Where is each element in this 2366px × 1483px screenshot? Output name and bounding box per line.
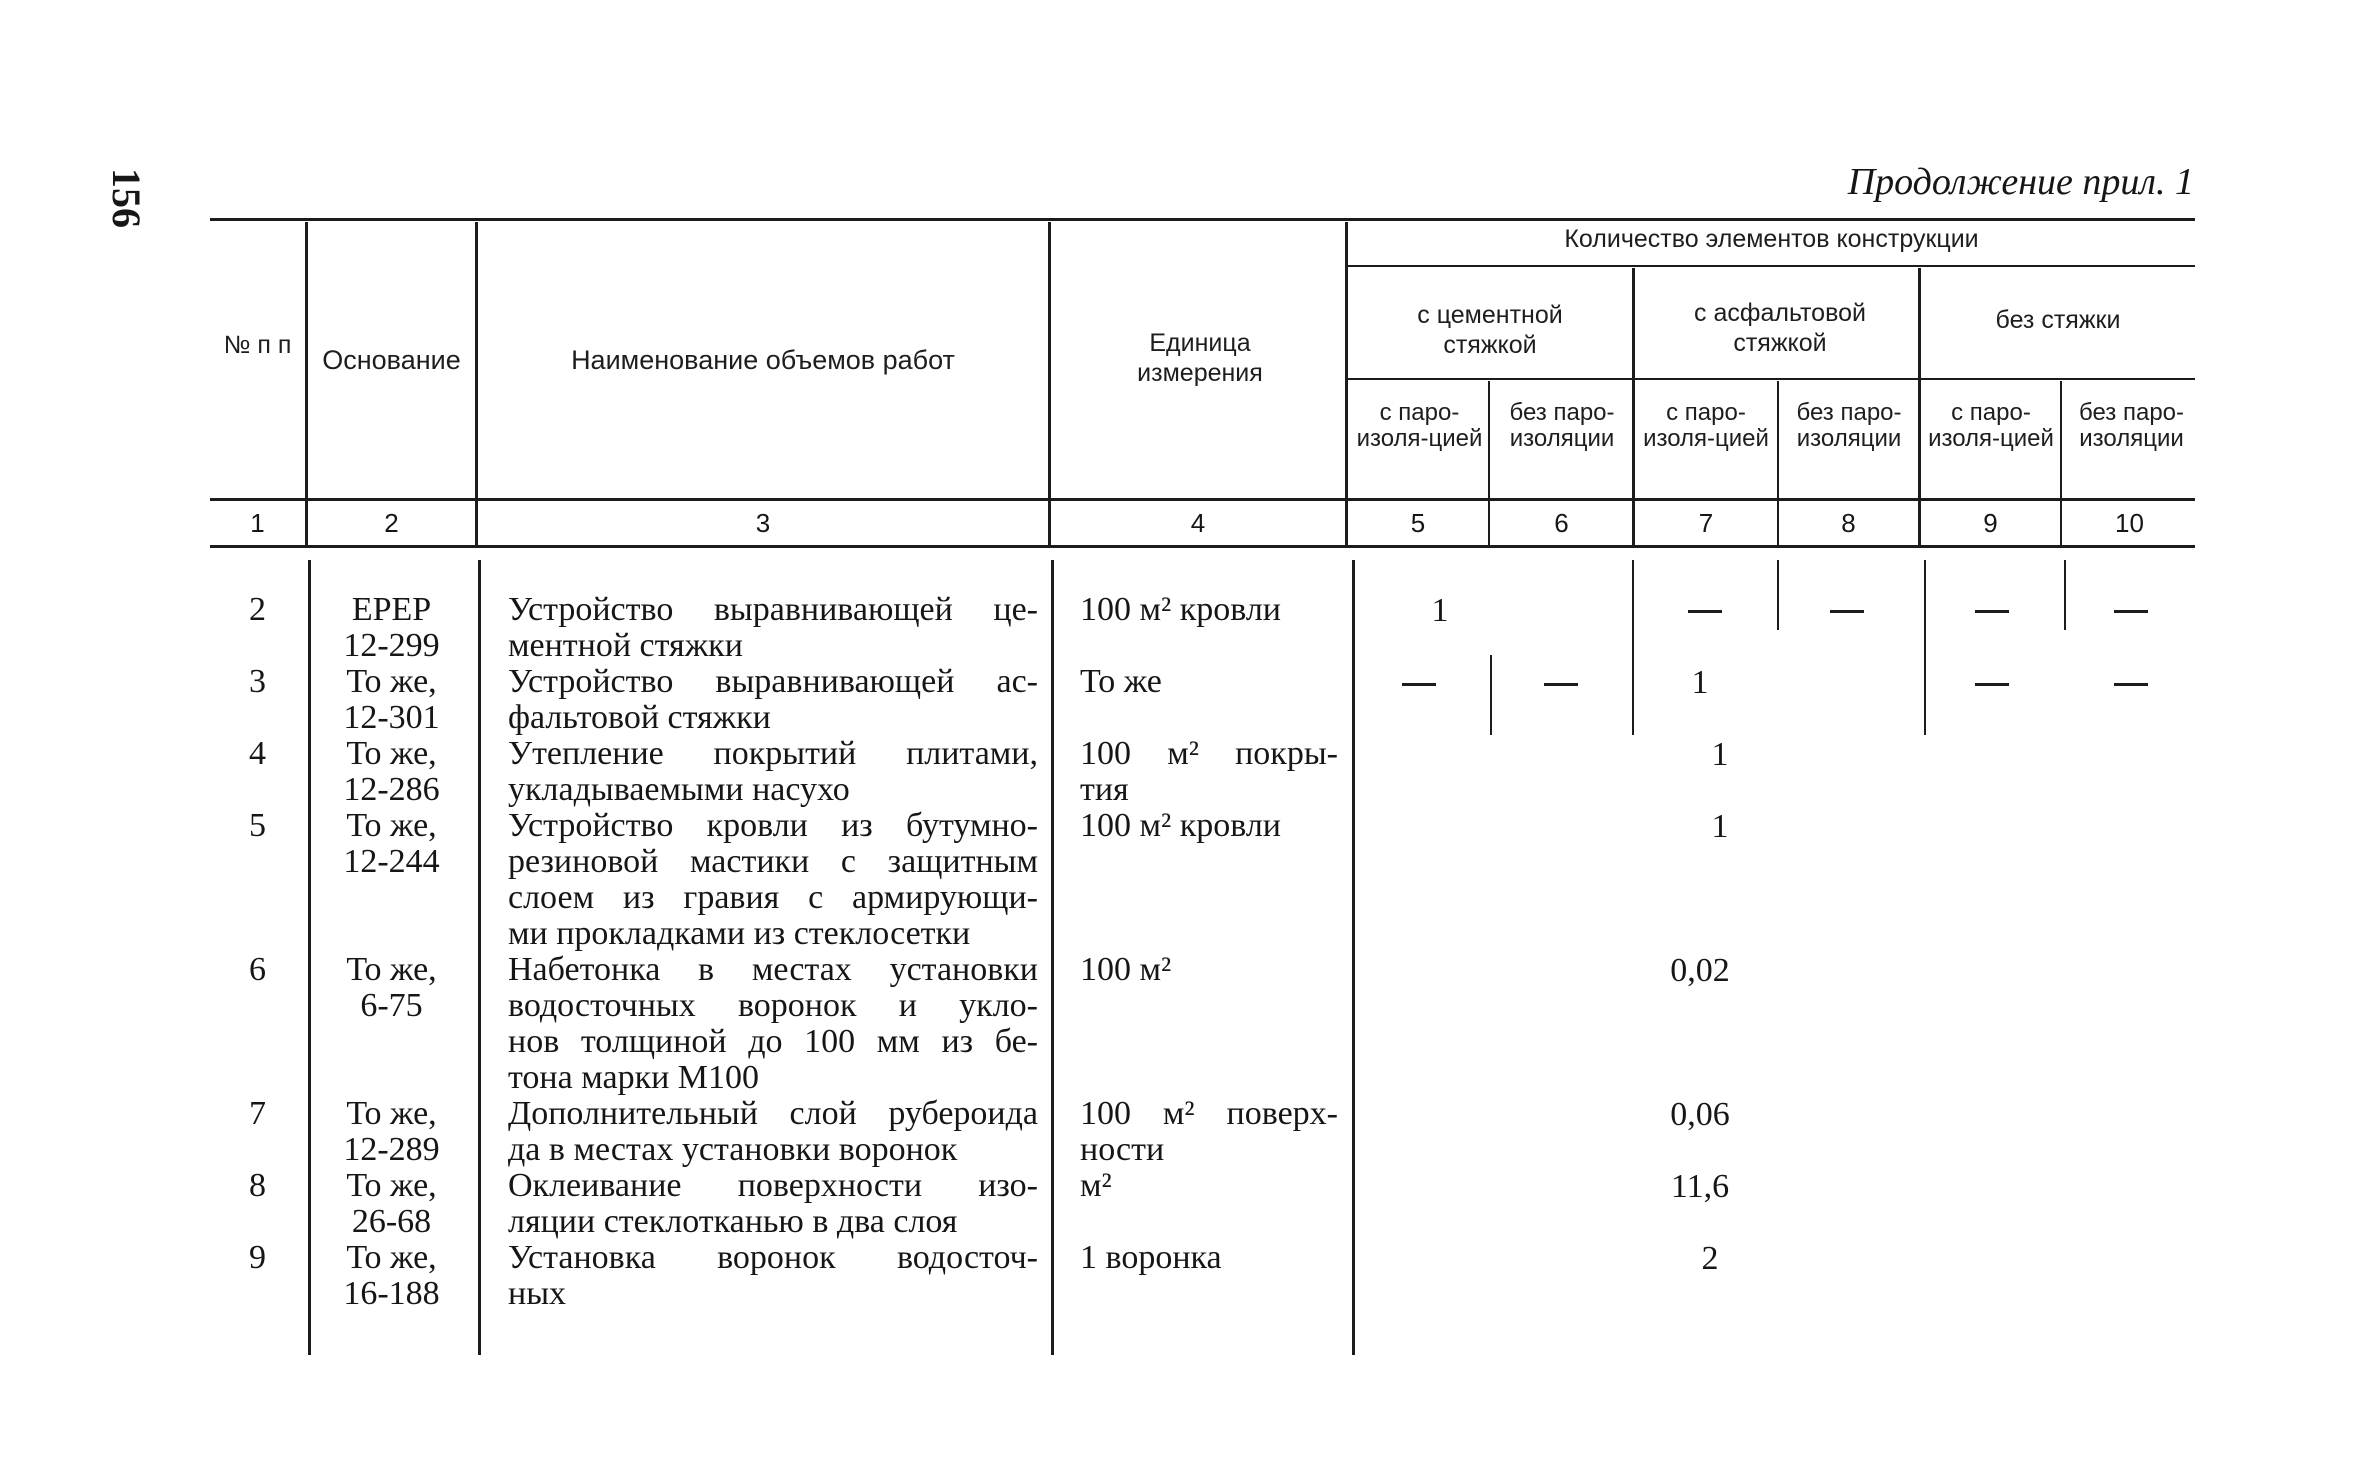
row-value: 0,06 [1670, 1096, 1730, 1133]
dash [1544, 683, 1578, 686]
basis-line: То же, [346, 735, 437, 772]
name-line: ментной стяжки [508, 627, 743, 664]
group-asphalt: с асфальтовой стяжкой [1694, 299, 1866, 357]
sub-3: с паро-изоля-цией [1643, 399, 1769, 452]
basis-line: ЕРЕР [351, 591, 432, 628]
unit-line: 1 воронка [1080, 1239, 1222, 1276]
row-unit [1080, 592, 1338, 628]
row-unit [1080, 1168, 1338, 1204]
basis-line: То же, [346, 1095, 437, 1132]
row-basis [308, 808, 475, 880]
basis-line: То же, [346, 807, 437, 844]
name-line: Дополнительный слой рубероида [508, 1095, 1038, 1132]
col-num: 5 [1410, 508, 1426, 538]
group-none: без стяжки [1995, 306, 2121, 334]
unit-line: 100 м² [1080, 951, 1172, 988]
row-number: 8 [249, 1167, 266, 1204]
col-num: 2 [384, 508, 399, 538]
row-value: 1 [1711, 808, 1729, 845]
row-name [508, 808, 1038, 952]
page-number: 156 [104, 168, 149, 228]
name-line: водосточных воронок и укло- [508, 987, 1038, 1024]
continuation-title: Продолжение прил. 1 [1847, 161, 2194, 203]
row-unit [1080, 664, 1338, 700]
unit-line: 100 м² кровли [1080, 807, 1281, 844]
name-line: ных [508, 1275, 567, 1312]
sub-2: без паро-изоляции [1509, 399, 1615, 452]
name-line: нов толщиной до 100 мм из бе- [508, 1023, 1038, 1060]
basis-line: 6-75 [360, 987, 423, 1024]
name-line: фальтовой стяжки [508, 699, 771, 736]
unit-line: 100 м² покры- [1080, 735, 1338, 772]
row-basis [308, 952, 475, 1024]
basis-line: 12-244 [343, 843, 440, 880]
row-name [508, 736, 1038, 808]
row-value: 2 [1701, 1240, 1719, 1277]
basis-line: То же, [346, 1167, 437, 1204]
sub-5: с паро-изоля-цией [1928, 399, 2054, 452]
row-basis [308, 1096, 475, 1168]
basis-line: То же, [346, 951, 437, 988]
name-line: ляции стеклотканью в два слоя [508, 1203, 958, 1240]
row-value: 11,6 [1670, 1168, 1730, 1205]
basis-line: 12-286 [343, 771, 440, 808]
dash [1402, 683, 1436, 686]
sub-6: без паро-изоляции [2079, 399, 2184, 452]
sub-4: без паро-изоляции [1796, 399, 1902, 452]
header-num: № п п [223, 331, 292, 359]
row-name [508, 1096, 1038, 1168]
unit-line: м² [1080, 1167, 1112, 1204]
col-num: 4 [1190, 508, 1206, 538]
row-basis [308, 664, 475, 736]
name-line: Утепление покрытий плитами, [508, 735, 1038, 772]
row-number: 5 [249, 807, 266, 844]
basis-line: 12-301 [343, 699, 440, 736]
col-num: 6 [1554, 508, 1569, 538]
dash [1688, 610, 1722, 613]
basis-line: 12-299 [343, 627, 440, 664]
row-basis [308, 592, 475, 664]
row-basis [308, 1240, 475, 1312]
row-name [508, 952, 1038, 1096]
dash [1830, 610, 1864, 613]
row-name [508, 592, 1038, 664]
row-unit [1080, 1096, 1338, 1168]
basis-line: То же, [346, 663, 437, 700]
header-qty: Количество элементов конструкции [1564, 225, 1979, 253]
unit-line: 100 м² поверх- [1080, 1095, 1338, 1132]
row-number: 9 [249, 1239, 266, 1276]
unit-line: То же [1080, 663, 1162, 700]
row-number: 3 [249, 663, 266, 700]
row-basis [308, 1168, 475, 1240]
unit-line: 100 м² кровли [1080, 591, 1281, 628]
name-line: Установка воронок водосточ- [508, 1239, 1038, 1276]
header-name: Наименование объемов работ [571, 345, 955, 375]
col-num: 8 [1841, 508, 1856, 538]
row-number: 6 [249, 951, 266, 988]
row-number: 2 [249, 591, 266, 628]
basis-line: 26-68 [351, 1203, 432, 1240]
name-line: тона марки М100 [508, 1059, 760, 1096]
basis-line: 16-188 [343, 1275, 440, 1312]
name-line: Устройство выравнивающей це- [508, 591, 1038, 628]
row-name [508, 1240, 1038, 1312]
unit-line: тия [1080, 771, 1129, 808]
col-num: 9 [1983, 508, 1998, 538]
row-value: 1 [1431, 592, 1449, 629]
row-unit [1080, 736, 1338, 808]
sub-1: с паро-изоля-цией [1356, 399, 1483, 452]
group-cement: с цементной стяжкой [1417, 301, 1563, 359]
name-line: Оклеивание поверхности изо- [508, 1167, 1038, 1204]
col-num: 1 [250, 508, 265, 538]
name-line: резиновой мастики с защитным [508, 843, 1038, 880]
name-line: укладываемыми насухо [508, 771, 850, 808]
row-unit [1080, 952, 1338, 988]
name-line: слоем из гравия с армирующи- [508, 879, 1038, 916]
row-name [508, 1168, 1038, 1240]
header-basis: Основание [322, 345, 461, 375]
basis-line: 12-289 [343, 1131, 440, 1168]
name-line: ми прокладками из стеклосетки [508, 915, 971, 952]
name-line: да в местах установки воронок [508, 1131, 958, 1168]
row-number: 4 [249, 735, 266, 772]
row-unit [1080, 1240, 1338, 1276]
dash [1975, 683, 2009, 686]
basis-line: То же, [346, 1239, 437, 1276]
dash [2114, 683, 2148, 686]
row-unit [1080, 808, 1338, 844]
row-name [508, 664, 1038, 736]
name-line: Набетонка в местах установки [508, 951, 1038, 988]
header-unit: Единица измерения [1137, 329, 1263, 387]
name-line: Устройство выравнивающей ас- [508, 663, 1038, 700]
dash [1975, 610, 2009, 613]
name-line: Устройство кровли из бутумно- [508, 807, 1038, 844]
row-basis [308, 736, 475, 808]
col-num: 7 [1698, 508, 1714, 538]
col-num: 3 [755, 508, 771, 538]
col-num: 10 [2115, 508, 2144, 538]
row-value: 1 [1711, 736, 1729, 773]
row-number: 7 [249, 1095, 266, 1132]
unit-line: ности [1080, 1131, 1165, 1168]
dash [2114, 610, 2148, 613]
row-value: 1 [1691, 664, 1709, 701]
row-value: 0,02 [1670, 952, 1730, 989]
